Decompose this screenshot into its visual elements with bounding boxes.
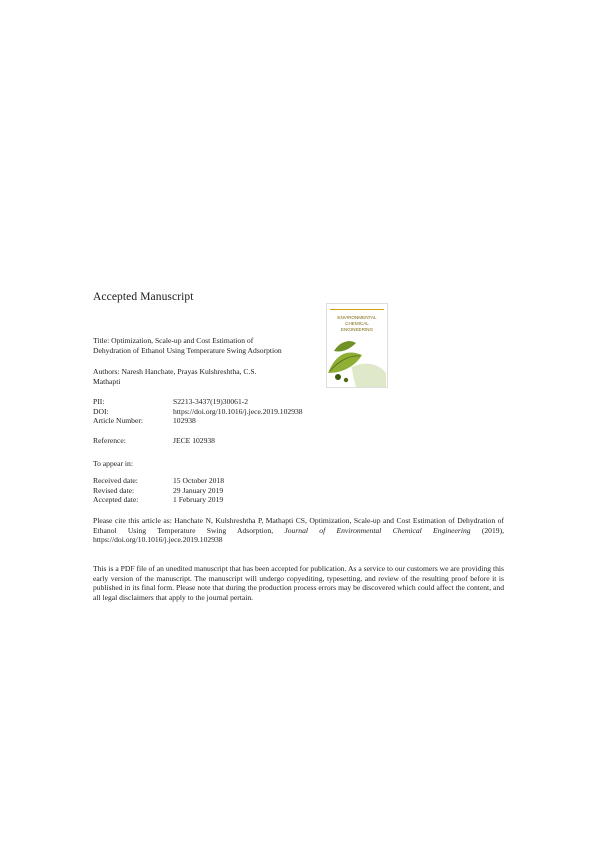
article-number-value: 102938 bbox=[173, 416, 196, 425]
accepted-date-value: 1 February 2019 bbox=[173, 495, 224, 504]
revised-date-row bbox=[93, 486, 224, 496]
journal-cover-thumbnail bbox=[326, 303, 388, 388]
doi-row bbox=[93, 407, 303, 417]
citation-paragraph bbox=[93, 516, 504, 545]
reference-table bbox=[93, 436, 215, 446]
dates-table bbox=[93, 476, 224, 505]
reference-value: JECE 102938 bbox=[173, 436, 215, 445]
pii-value: S2213-3437(19)30061-2 bbox=[173, 397, 249, 406]
disclaimer-paragraph: This is a PDF file of an unedited manuscript that has been accepted for publication. As a service to our customers we are providing this early version of the manuscript. The manuscript will undergo copyediting, typesetting, and review of the resulting proof before it is published in its final form. Please note that during the production process errors may be discovered which could affect the content, and all legal disclaimers that apply to the journal pertain. bbox=[93, 564, 504, 603]
received-date-value: 15 October 2018 bbox=[173, 476, 225, 485]
page-heading: Accepted Manuscript bbox=[93, 291, 194, 303]
doi-link[interactable]: https://doi.org/10.1016/j.jece.2019.102938 bbox=[173, 406, 303, 416]
cover-artwork bbox=[326, 303, 388, 388]
pii-label: PII: bbox=[93, 397, 105, 406]
doi-label: DOI: bbox=[93, 406, 109, 416]
reference-label: Reference: bbox=[93, 436, 126, 445]
received-date-label: Received date: bbox=[93, 476, 138, 485]
cover-title-line3: ENGINEERING bbox=[340, 327, 374, 332]
article-number-label: Article Number: bbox=[93, 416, 143, 425]
citation-suffix: (2019), https://doi.org/10.1016/j.jece.2019.102938 bbox=[93, 525, 504, 545]
title-line: Dehydration of Ethanol Using Temperature Swing Adsorption bbox=[93, 346, 282, 355]
revised-date-label: Revised date: bbox=[93, 485, 135, 495]
authors-line: Authors: Naresh Hanchate, Prayas Kulshreshtha, C.S. bbox=[93, 367, 257, 376]
article-title bbox=[93, 336, 318, 356]
pii-row bbox=[93, 397, 303, 407]
article-number-row bbox=[93, 416, 303, 426]
accepted-date-row bbox=[93, 495, 224, 505]
citation-prefix: Please cite this article as: Hanchate N, Kulshreshtha P, Mathapti CS, Optimization, Scale-up and Cost Estimation of Dehydration of Ethanol Using Temperature Swing Adsorption, bbox=[93, 516, 504, 535]
cover-title-line1: ENVIRONMENTAL bbox=[337, 315, 377, 320]
citation-journal: Journal of Environmental Chemical Engineering bbox=[284, 525, 471, 535]
cover-title-line2: CHEMICAL bbox=[345, 321, 369, 326]
revised-date-value: 29 January 2019 bbox=[173, 485, 224, 495]
title-line: Title: Optimization, Scale-up and Cost Estimation of bbox=[93, 336, 254, 345]
identifier-table bbox=[93, 397, 303, 426]
received-date-row bbox=[93, 476, 224, 486]
reference-row bbox=[93, 436, 215, 446]
accepted-date-label: Accepted date: bbox=[93, 495, 139, 504]
authors-line: Mathapti bbox=[93, 377, 121, 386]
to-appear-label: To appear in: bbox=[93, 459, 133, 468]
article-authors bbox=[93, 367, 318, 387]
